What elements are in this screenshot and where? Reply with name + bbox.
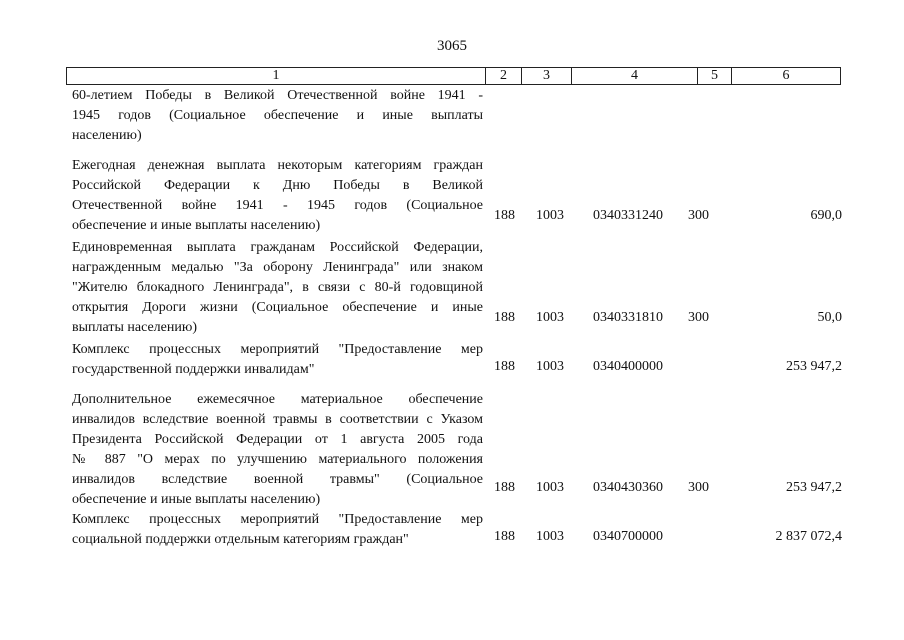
description-line: открытия Дороги жизни (Социальное обеспечение и иные: [72, 300, 483, 315]
header-col-4: 4: [572, 68, 698, 84]
header-col-3: 3: [522, 68, 572, 84]
cell-section: 1003: [536, 529, 564, 544]
table-header: [66, 67, 841, 85]
row-description: [72, 510, 483, 550]
description-line: Президента Российской Федерации от 1 августа 2005 года: [72, 432, 483, 447]
description-line: Дополнительное ежемесячное материальное обеспечение: [72, 392, 483, 407]
row-description: [72, 390, 483, 510]
cell-expense-type: 300: [688, 310, 709, 325]
cell-section: 1003: [536, 359, 564, 374]
cell-target-article: 0340331810: [593, 310, 663, 325]
description-line: выплаты населению): [72, 320, 197, 335]
cell-ministry: 188: [494, 208, 515, 223]
cell-amount: 253 947,2: [786, 480, 842, 495]
header-col-5: 5: [698, 68, 732, 84]
description-line: Комплекс процессных мероприятий "Предоставление мер: [72, 512, 483, 527]
page-number: 3065: [437, 38, 467, 54]
row-description: [72, 86, 483, 146]
description-line: 60-летием Победы в Великой Отечественной войне 1941 -: [72, 88, 483, 103]
description-line: обеспечение и иные выплаты населению): [72, 218, 321, 233]
description-line: социальной поддержки отдельным категориям граждан": [72, 532, 409, 547]
description-line: инвалидов вследствие военной травмы" (Социальное: [72, 472, 483, 487]
cell-ministry: 188: [494, 529, 515, 544]
cell-target-article: 0340430360: [593, 480, 663, 495]
description-line: 1945 годов (Социальное обеспечение и иные выплаты: [72, 108, 483, 123]
cell-amount: 50,0: [817, 310, 842, 325]
cell-expense-type: 300: [688, 208, 709, 223]
description-line: Единовременная выплата гражданам Российской Федерации,: [72, 240, 483, 255]
cell-amount: 690,0: [810, 208, 842, 223]
cell-section: 1003: [536, 480, 564, 495]
cell-section: 1003: [536, 208, 564, 223]
cell-ministry: 188: [494, 310, 515, 325]
cell-target-article: 0340331240: [593, 208, 663, 223]
description-line: Российской Федерации к Дню Победы в Великой: [72, 178, 483, 193]
row-description: [72, 340, 483, 380]
description-line: обеспечение и иные выплаты населению): [72, 492, 321, 507]
description-line: награжденным медалью "За оборону Ленинграда" или знаком: [72, 260, 483, 275]
description-line: Отечественной войне 1941 - 1945 годов (Социальное: [72, 198, 483, 213]
header-col-6: 6: [782, 68, 790, 83]
description-line: населению): [72, 128, 142, 143]
row-description: [72, 156, 483, 236]
cell-section: 1003: [536, 310, 564, 325]
description-line: Ежегодная денежная выплата некоторым категориям граждан: [72, 158, 483, 173]
cell-ministry: 188: [494, 359, 515, 374]
cell-expense-type: 300: [688, 480, 709, 495]
description-line: Комплекс процессных мероприятий "Предоставление мер: [72, 342, 483, 357]
cell-ministry: 188: [494, 480, 515, 495]
header-col-1: 1: [67, 68, 486, 84]
row-description: [72, 238, 483, 338]
description-line: инвалидов вследствие военной травмы в соответствии с Указом: [72, 412, 483, 427]
description-line: "Жителю блокадного Ленинграда", в связи с 80-й годовщиной: [72, 280, 483, 295]
cell-amount: 2 837 072,4: [775, 529, 842, 544]
description-line: № 887 "О мерах по улучшению материального положения: [72, 452, 483, 467]
header-col-2: 2: [486, 68, 522, 84]
cell-amount: 253 947,2: [786, 359, 842, 374]
cell-target-article: 0340400000: [593, 359, 663, 374]
description-line: государственной поддержки инвалидам": [72, 362, 315, 377]
cell-target-article: 0340700000: [593, 529, 663, 544]
